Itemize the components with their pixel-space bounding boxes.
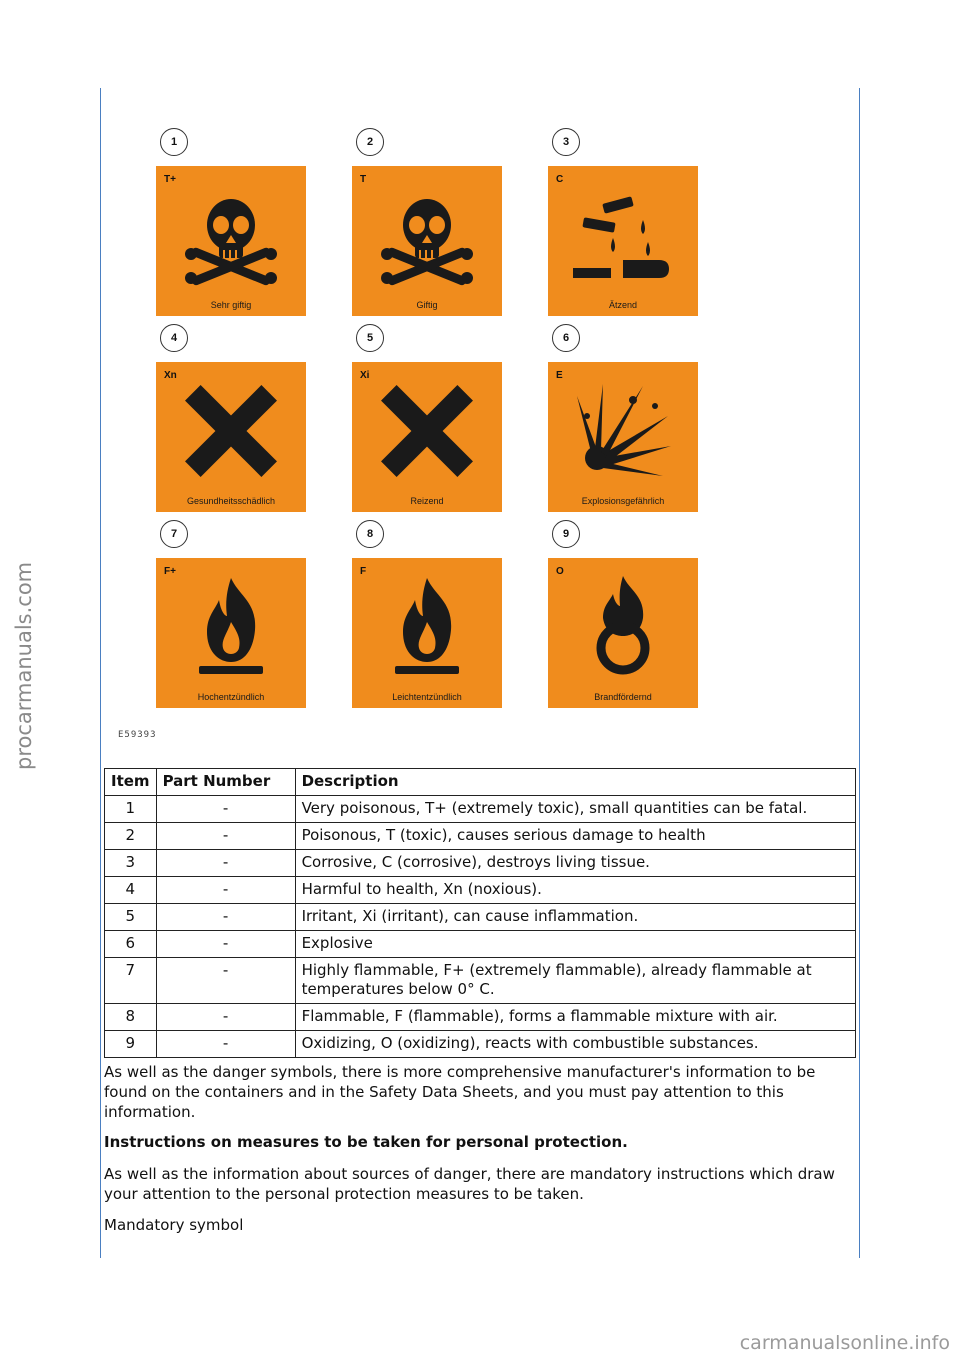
hazard-caption: Gesundheitsschädlich <box>186 496 276 506</box>
hazard-caption: Sehr giftig <box>210 300 252 310</box>
cell-item: 4 <box>105 877 157 904</box>
callout-number: 5 <box>356 324 384 352</box>
hazard-code: F+ <box>164 566 176 577</box>
cell-description: Highly flammable, F+ (extremely flammable), already flammable at temperatures below 0° C. <box>295 958 855 1004</box>
skull-crossbones-icon <box>181 180 281 290</box>
callout-number: 2 <box>356 128 384 156</box>
table-row <box>105 958 856 1004</box>
table-row <box>105 850 856 877</box>
cell-description: Irritant, Xi (irritant), can cause inflammation. <box>295 904 855 931</box>
figure-id: E59393 <box>118 730 157 740</box>
cell-item: 9 <box>105 1031 157 1058</box>
cell-description: Poisonous, T (toxic), causes serious damage to health <box>295 823 855 850</box>
hazard-caption: Ätzend <box>608 300 638 310</box>
hazard-caption: Leichtentzündlich <box>392 692 462 702</box>
cell-item: 3 <box>105 850 157 877</box>
callout-number: 8 <box>356 520 384 548</box>
side-watermark: procarmanuals.com <box>12 561 36 770</box>
cell-description: Oxidizing, O (oxidizing), reacts with combustible substances. <box>295 1031 855 1058</box>
cell-description: Very poisonous, T+ (extremely toxic), small quantities can be fatal. <box>295 796 855 823</box>
hazard-symbol-8 <box>352 520 502 710</box>
hazard-symbol-9 <box>548 520 698 710</box>
orange-hazard-sign <box>548 362 698 512</box>
hazard-code: C <box>556 174 564 185</box>
footer-watermark: carmanualsonline.info <box>739 1332 950 1354</box>
hazard-caption: Hochentzündlich <box>197 692 265 702</box>
skull-crossbones-icon <box>377 180 477 290</box>
orange-hazard-sign <box>156 166 306 316</box>
hazard-code: E <box>556 370 563 381</box>
callout-number: 9 <box>552 520 580 548</box>
flame-over-circle-icon <box>573 572 673 682</box>
flame-icon <box>181 572 281 682</box>
hazard-symbol-4 <box>156 324 306 514</box>
cell-item: 7 <box>105 958 157 1004</box>
hazard-symbol-5 <box>352 324 502 514</box>
hazard-caption: Giftig <box>416 300 438 310</box>
cell-item: 5 <box>105 904 157 931</box>
callout-number: 6 <box>552 324 580 352</box>
hazard-symbol-6 <box>548 324 698 514</box>
hazard-caption: Explosionsgefährlich <box>581 496 665 506</box>
hazard-code: F <box>360 566 367 577</box>
orange-hazard-sign <box>352 166 502 316</box>
hazard-table <box>104 768 856 1058</box>
cell-part-number: - <box>156 958 295 1004</box>
cell-part-number: - <box>156 823 295 850</box>
callout-number: 7 <box>160 520 188 548</box>
saltire-x-icon <box>377 376 477 486</box>
cell-description: Harmful to health, Xn (noxious). <box>295 877 855 904</box>
callout-number: 1 <box>160 128 188 156</box>
right-margin-rule <box>859 88 860 1258</box>
table-row <box>105 1004 856 1031</box>
explosion-icon <box>573 376 673 486</box>
hazard-symbol-7 <box>156 520 306 710</box>
cell-description: Flammable, F (flammable), forms a flammable mixture with air. <box>295 1004 855 1031</box>
section-heading-personal-protection: Instructions on measures to be taken for personal protection. <box>104 1133 628 1151</box>
flame-icon <box>377 572 477 682</box>
paragraph-mandatory-symbol: Mandatory symbol <box>104 1216 244 1234</box>
table-row <box>105 823 856 850</box>
cell-item: 6 <box>105 931 157 958</box>
hazard-code: O <box>556 566 564 577</box>
orange-hazard-sign <box>156 362 306 512</box>
hazard-caption: Brandfördernd <box>594 692 652 702</box>
header-item: Item <box>105 769 157 796</box>
cell-item: 2 <box>105 823 157 850</box>
table-header-row <box>105 769 856 796</box>
orange-hazard-sign <box>352 558 502 708</box>
left-margin-rule <box>100 88 101 1258</box>
table-row <box>105 1031 856 1058</box>
hazard-code: T <box>360 174 367 185</box>
orange-hazard-sign <box>156 558 306 708</box>
table-row <box>105 796 856 823</box>
paragraph-manufacturer-info: As well as the danger symbols, there is more comprehensive manufacturer's information to be found on the containers and in the Safety Data Sheets, and you must pay attention to this information. <box>104 1063 816 1121</box>
callout-number: 3 <box>552 128 580 156</box>
orange-hazard-sign <box>548 166 698 316</box>
table-row <box>105 931 856 958</box>
hazard-symbol-2 <box>352 128 502 318</box>
hazard-code: Xi <box>360 370 370 381</box>
orange-hazard-sign <box>548 558 698 708</box>
paragraph-mandatory-instructions: As well as the information about sources of danger, there are mandatory instructions which draw your attention to the personal protection measures to be taken. <box>104 1165 835 1203</box>
hazard-symbol-3 <box>548 128 698 318</box>
cell-part-number: - <box>156 904 295 931</box>
hazard-caption: Reizend <box>410 496 444 506</box>
header-description: Description <box>295 769 855 796</box>
hazard-code: Xn <box>164 370 177 381</box>
cell-description: Explosive <box>295 931 855 958</box>
callout-number: 4 <box>160 324 188 352</box>
cell-part-number: - <box>156 877 295 904</box>
cell-part-number: - <box>156 796 295 823</box>
cell-item: 8 <box>105 1004 157 1031</box>
hazard-symbol-1 <box>156 128 306 318</box>
cell-part-number: - <box>156 850 295 877</box>
table-row <box>105 877 856 904</box>
orange-hazard-sign <box>352 362 502 512</box>
cell-part-number: - <box>156 1031 295 1058</box>
cell-part-number: - <box>156 931 295 958</box>
table-row <box>105 904 856 931</box>
corrosive-icon <box>573 180 673 290</box>
hazard-symbols-figure <box>104 128 804 748</box>
header-part-number: Part Number <box>156 769 295 796</box>
hazard-code: T+ <box>164 174 176 185</box>
cell-description: Corrosive, C (corrosive), destroys living tissue. <box>295 850 855 877</box>
saltire-x-icon <box>181 376 281 486</box>
cell-part-number: - <box>156 1004 295 1031</box>
cell-item: 1 <box>105 796 157 823</box>
